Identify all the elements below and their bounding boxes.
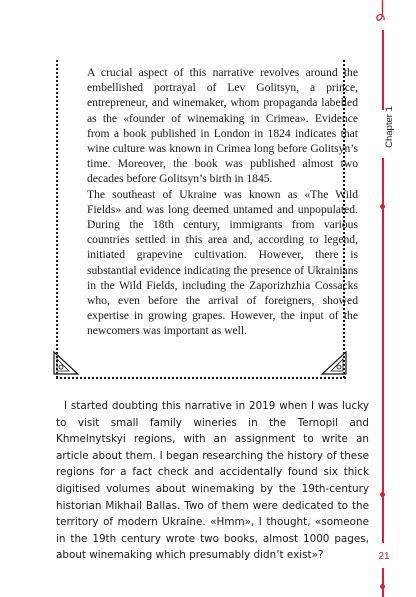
quote-block xyxy=(87,65,358,339)
triangle-ornament-icon xyxy=(320,350,348,376)
chapter-label: Chapter 1 xyxy=(384,106,395,148)
body-text xyxy=(56,398,369,564)
quote-frame-bottom-border xyxy=(56,377,346,379)
quote-frame-left-border xyxy=(56,60,58,378)
margin-dot xyxy=(380,584,385,589)
margin-curl-ornament xyxy=(374,0,392,30)
margin-dot xyxy=(380,204,385,209)
quote-paragraph: The southeast of Ukraine was known as «The Wild Fields» and was long deemed untamed and unpopulated. During the 18th century, immigrants from various countries settled in this area and, according to legend, initiated grapevine cultivation. However, there is substantial evidence indicating the presence of Ukrainians in the Wild Fields, including the Zaporizhzhia Cossacks who, even before the arrival of foreigners, showed expertise in growing grapes. However, the input of the newcomers was important as well. xyxy=(87,187,358,338)
margin-dot xyxy=(380,492,385,497)
triangle-ornament-icon xyxy=(52,350,80,376)
margin-line-middle xyxy=(382,158,384,543)
body-paragraph: I started doubting this narrative in 2019 when I was lucky to visit small family wineries in the Ternopil and Khmelnytskyi regions, with an assignment to write an article about them. I began researching the history of these regions for a fact check and accidentally found six thick digitised volumes about winemaking by the 19th-century historian Mikhail Ballas. Two of them were dedicated to the territory of modern Ukraine. «Hmm», I thought, «someone in the 19th century wrote two books, almost 1000 pages, about winemaking which presumably didn’t exist»? xyxy=(56,400,369,562)
margin-line-top xyxy=(382,30,384,110)
quote-paragraph: A crucial aspect of this narrative revolves around the embellished portrayal of Lev Golitsyn, a prince, entrepreneur, and winemaker, whom propaganda labelled as the «founder of winemaking in Crimea». Evidence from a book published in London in 1824 indicates that wine culture was known in Crimea long before Golitsyn’s time. Moreover, the book was published almost two decades before Golitsyn’s birth in 1845. xyxy=(87,66,358,186)
margin-line-bottom xyxy=(382,568,384,597)
page-number: 21 xyxy=(378,551,390,562)
